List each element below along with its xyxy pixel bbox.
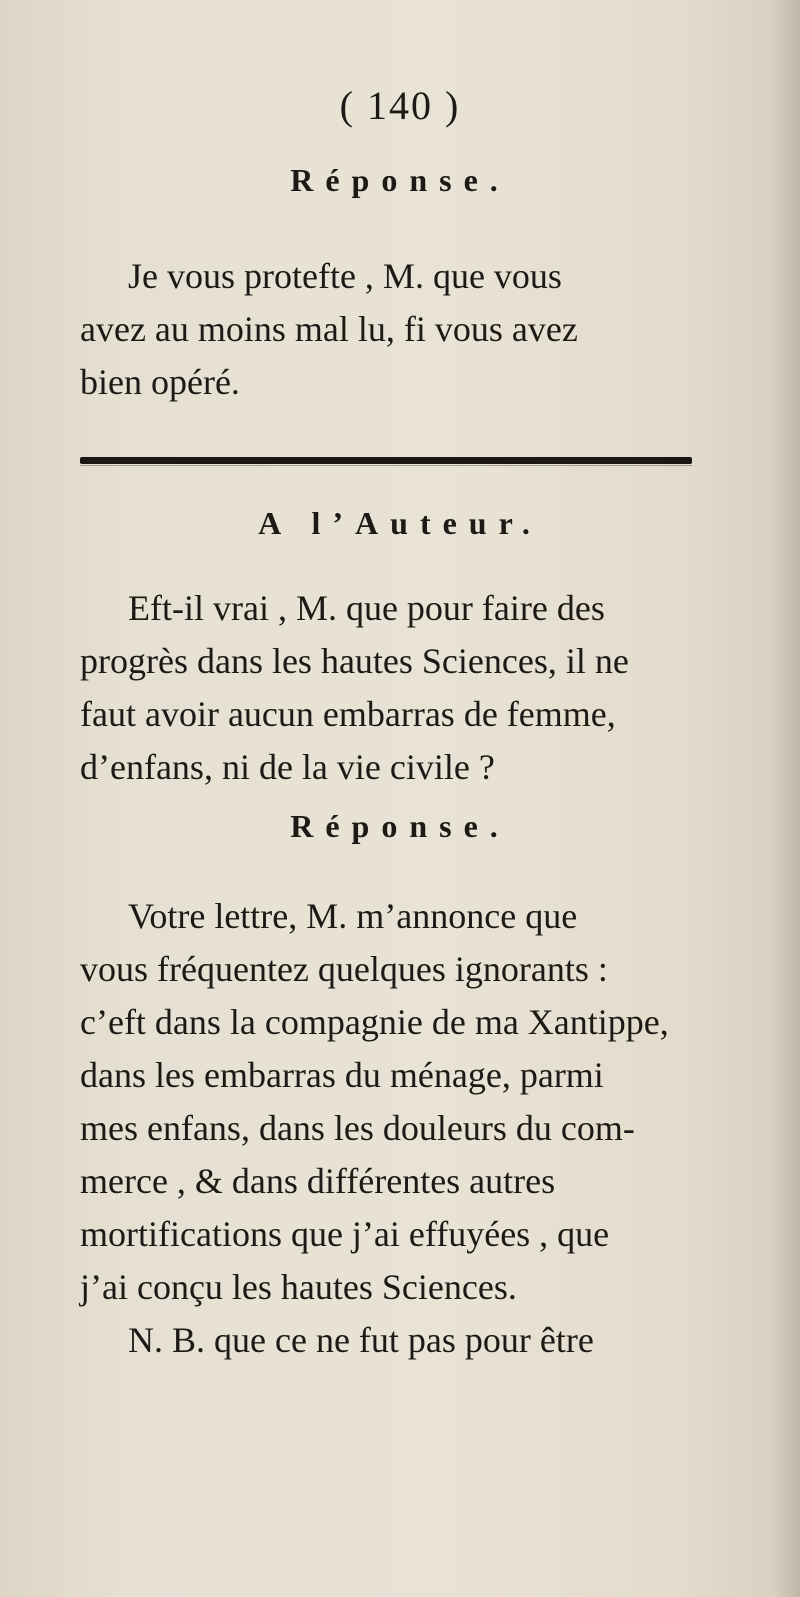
paragraph-3-line-2: vous fréquentez quelques ignorants : (80, 949, 608, 989)
paragraph-3-line-7: mortifications que j’ai effuyées , que (80, 1214, 610, 1254)
paragraph-2 (80, 582, 710, 794)
paragraph-2-line-4: d’enfans, ni de la vie civile ? (80, 747, 495, 787)
heading-reponse-2: Réponse. (290, 808, 510, 844)
paragraph-1 (80, 250, 710, 409)
paragraph-1-line-1: Je vous protefte , M. que vous (128, 256, 562, 296)
paragraph-3 (80, 890, 710, 1314)
paragraph-4-line-1: N. B. que ce ne fut pas pour être (128, 1320, 594, 1360)
paragraph-2-line-1: Eft-il vrai , M. que pour faire des (128, 588, 605, 628)
paragraph-3-line-4: dans les embarras du ménage, parmi (80, 1055, 604, 1095)
paragraph-1-line-2: avez au moins mal lu, fi vous avez (80, 309, 578, 349)
paragraph-3-line-6: merce , & dans différentes autres (80, 1161, 556, 1201)
paragraph-3-line-1: Votre lettre, M. m’annonce que (128, 896, 578, 936)
paragraph-4 (80, 1314, 710, 1367)
page-gutter-shadow (772, 0, 800, 1597)
paragraph-3-line-5: mes enfans, dans les douleurs du com- (80, 1108, 635, 1148)
paragraph-3-line-8: j’ai conçu les hautes Sciences. (80, 1267, 517, 1307)
paragraph-2-line-3: faut avoir aucun embarras de femme, (80, 694, 616, 734)
page-number: ( 140 ) (339, 83, 461, 128)
section-divider (80, 457, 692, 464)
paragraph-3-line-3: c’eft dans la compagnie de ma Xantippe, (80, 1002, 669, 1042)
heading-a-lauteur: A l’Auteur. (258, 505, 542, 541)
paragraph-2-line-2: progrès dans les hautes Sciences, il ne (80, 641, 629, 681)
paragraph-1-line-3: bien opéré. (80, 362, 240, 402)
heading-reponse-1: Réponse. (290, 162, 510, 198)
